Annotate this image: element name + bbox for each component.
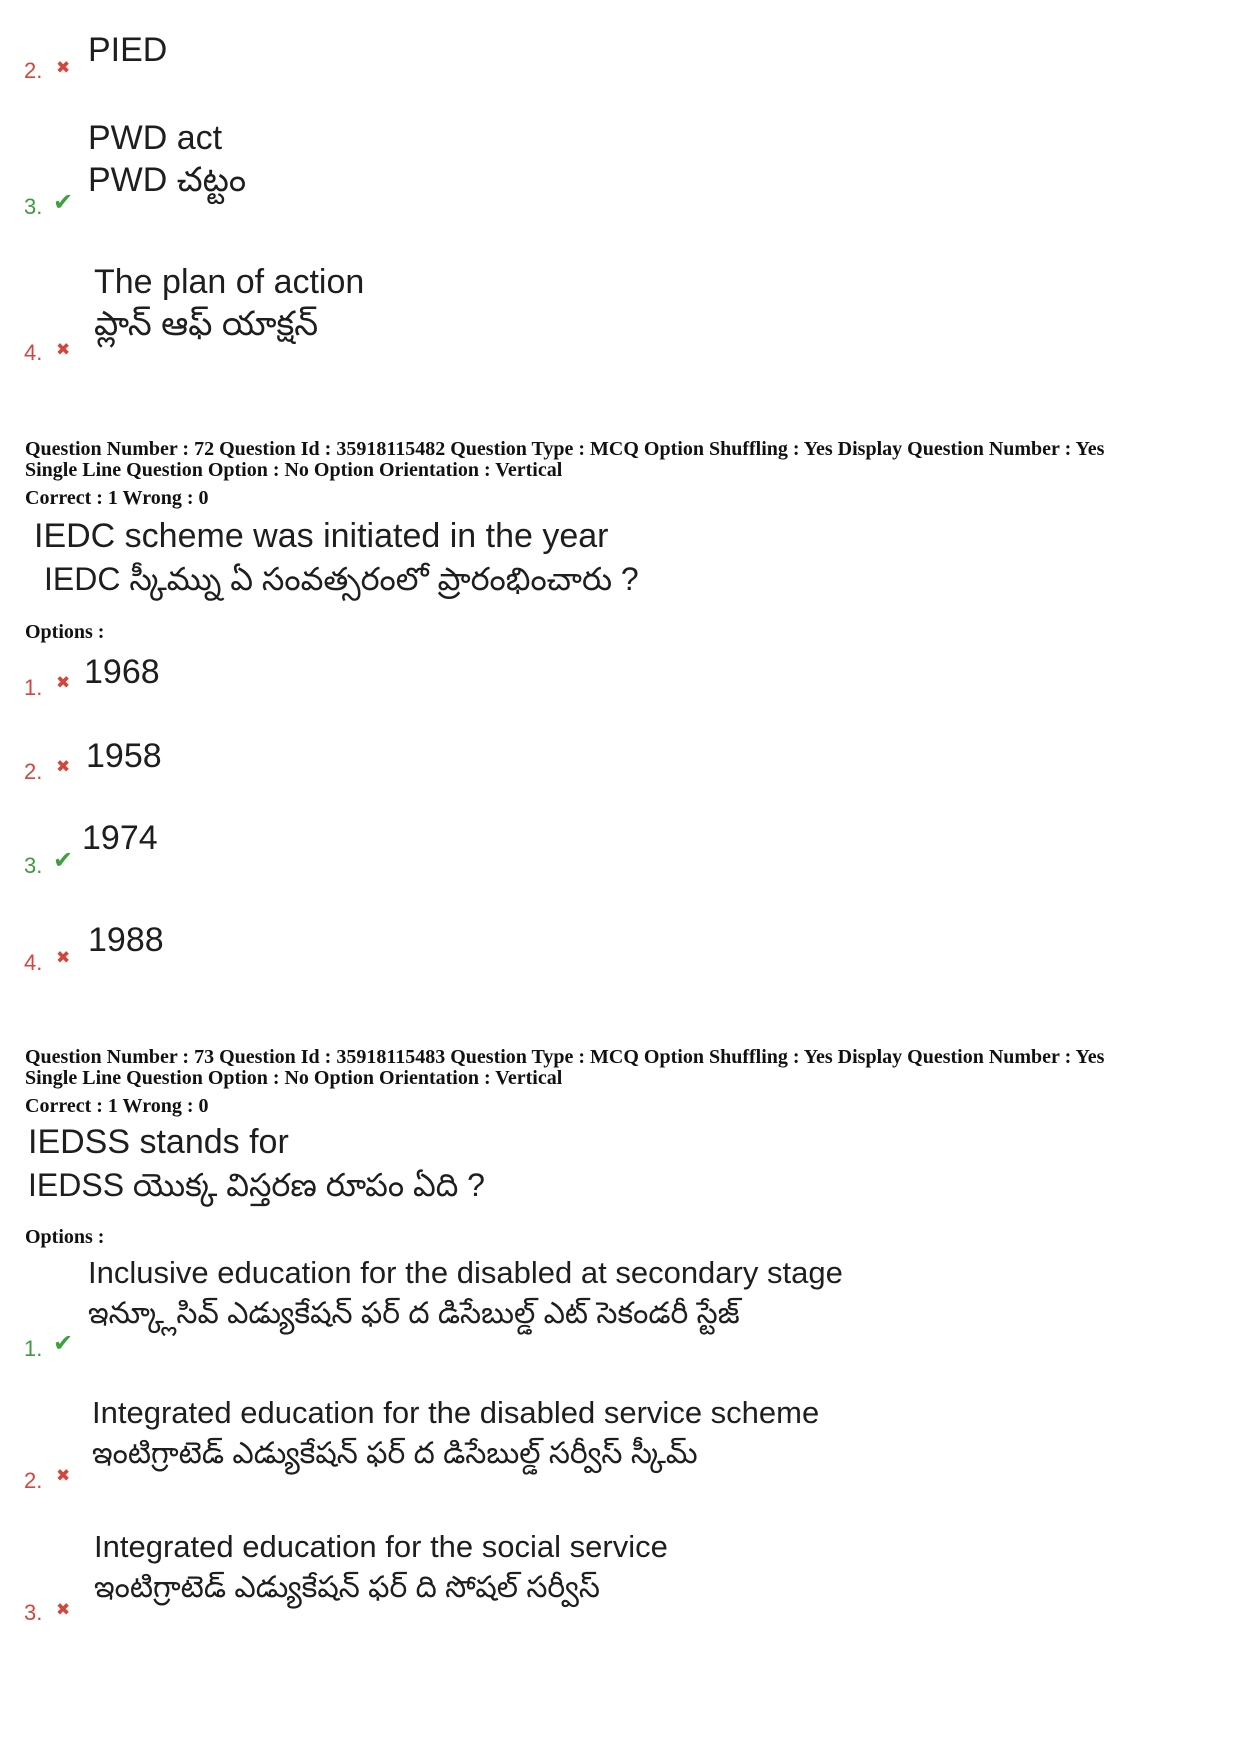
option-number: 3. [24, 194, 43, 219]
option-text-te: ఇన్క్లూసివ్ ఎడ్యుకేషన్ ఫర్ ద డిసేబుల్డ్ ఎట్ సెకండరీ స్టేజ్ [88, 1297, 740, 1330]
option-text-te: PWD చట్టం [88, 161, 247, 199]
question-text-te: IEDSS యొక్క విస్తరణ రూపం ఏది ? [28, 1167, 485, 1203]
option-text: 1958 [86, 737, 162, 775]
options-label: Options : [25, 1226, 105, 1248]
check-icon: ✔ [53, 846, 74, 874]
question-meta-line-1: Question Number : 72 Question Id : 35918115482 Question Type : MCQ Option Shuffling : Yes Display Question Number : Yes [25, 438, 1105, 460]
option-number: 4. [24, 340, 43, 365]
question-text-en: IEDC scheme was initiated in the year [34, 517, 609, 555]
check-icon: ✔ [53, 188, 74, 216]
option-number: 3. [24, 1600, 43, 1625]
cross-icon: ✖ [56, 673, 71, 693]
question-text-te: IEDC స్కీమ్ను ఏ సంవత్సరంలో ప్రారంభించారు ? [44, 561, 639, 597]
cross-icon: ✖ [56, 1600, 71, 1620]
question-meta-line-2: Single Line Question Option : No Option Orientation : Vertical [25, 1067, 563, 1089]
option-text-en: PWD act [88, 119, 223, 157]
option-number: 4. [24, 950, 43, 975]
option-text: 1968 [84, 653, 160, 691]
cross-icon: ✖ [56, 948, 71, 968]
option-number: 2. [24, 759, 43, 784]
option-number: 1. [24, 1336, 43, 1361]
option-text: 1974 [82, 819, 158, 857]
option-text-te: ఇంటిగ్రాటెడ్ ఎడ్యుకేషన్ ఫర్ ద డిసేబుల్డ్ సర్వీస్ స్కీమ్ [92, 1437, 698, 1470]
question-marks: Correct : 1 Wrong : 0 [25, 487, 209, 509]
option-number: 3. [24, 853, 43, 878]
option-number: 2. [24, 1468, 43, 1493]
question-marks: Correct : 1 Wrong : 0 [25, 1095, 209, 1117]
question-meta-line-1: Question Number : 73 Question Id : 35918115483 Question Type : MCQ Option Shuffling : Yes Display Question Number : Yes [25, 1046, 1105, 1068]
options-label: Options : [25, 621, 105, 643]
question-meta-line-2: Single Line Question Option : No Option Orientation : Vertical [25, 459, 563, 481]
option-text-te: ప్లాన్ ఆఫ్ యాక్షన్ [94, 305, 319, 343]
option-text-en: The plan of action [94, 263, 365, 301]
question-text-en: IEDSS stands for [28, 1123, 289, 1161]
option-number: 1. [24, 675, 43, 700]
option-text: PIED [88, 31, 168, 69]
option-text-en: Inclusive education for the disabled at secondary stage [88, 1255, 843, 1290]
option-text: 1988 [88, 921, 164, 959]
cross-icon: ✖ [56, 340, 71, 360]
option-number: 2. [24, 58, 43, 83]
option-text-en: Integrated education for the disabled service scheme [92, 1395, 820, 1430]
cross-icon: ✖ [56, 58, 71, 78]
option-text-en: Integrated education for the social service [94, 1529, 668, 1564]
cross-icon: ✖ [56, 1466, 71, 1486]
check-icon: ✔ [53, 1329, 74, 1357]
option-text-te: ఇంటిగ్రాటెడ్ ఎడ్యుకేషన్ ఫర్ ది సోషల్ సర్వీస్ [94, 1571, 600, 1604]
cross-icon: ✖ [56, 757, 71, 777]
